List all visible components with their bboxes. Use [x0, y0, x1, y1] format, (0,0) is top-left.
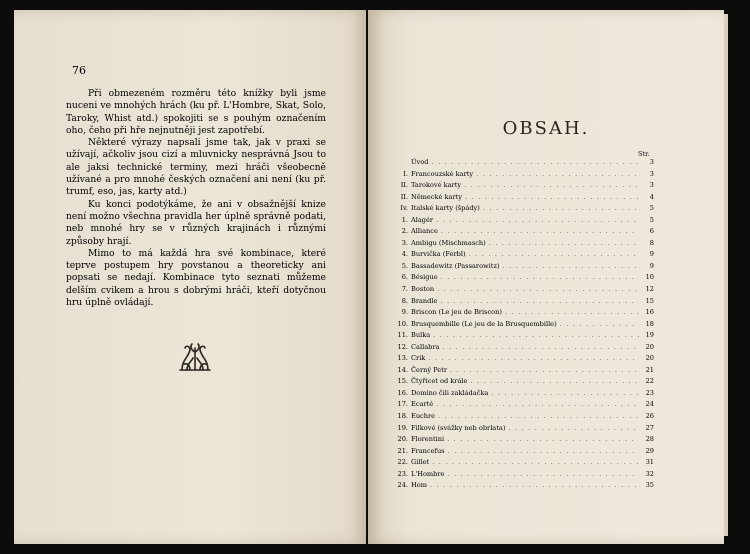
toc-entry: [386, 457, 654, 469]
toc-entry-page: 18: [645, 319, 654, 328]
toc-entry-page: 20: [645, 342, 654, 351]
toc-entry-title: Bésigue: [411, 273, 438, 282]
toc-entry-title: Filkové (svážky neb obrlata): [411, 423, 506, 432]
toc-entry: [386, 388, 654, 400]
toc-entry-page: 12: [645, 285, 654, 294]
toc-entry-title: Italské karty (špády): [411, 204, 480, 213]
toc-entry-title: Briscon (Le jeu de Briscon): [411, 308, 502, 317]
toc-entry-number: 7.: [401, 285, 408, 294]
body-text: [66, 88, 326, 309]
toc-entry: [386, 215, 654, 227]
toc-entry: [386, 203, 654, 215]
toc-leader-dots: [560, 319, 639, 331]
toc-entry-page: 10: [645, 273, 654, 282]
toc-entry-page: 15: [645, 296, 654, 305]
page-number: 76: [72, 64, 86, 77]
toc-entry-page: 19: [645, 331, 654, 340]
toc-entry-page: 27: [645, 423, 654, 432]
toc-entry-title: Euchre: [411, 412, 436, 421]
toc-entry-page: 21: [645, 365, 654, 374]
toc-entry-number: 6.: [401, 273, 408, 282]
toc-entry-title: Ambigu (Mischmasch): [411, 238, 486, 247]
toc-leader-dots: [441, 226, 639, 238]
toc-entry-title: Domino čili zakládačka: [411, 388, 489, 397]
toc-leader-dots: [491, 388, 639, 400]
toc-entry-number: II.: [400, 181, 408, 190]
toc-entry: [386, 434, 654, 446]
art-nouveau-ornament-icon: [178, 342, 212, 372]
toc-entry-page: 5: [649, 204, 654, 213]
toc-entry: [386, 169, 654, 181]
paragraph-4: Mimo to má každá hra své kombinace, které teprve postupem hry povstanou a theoreticky ani popsati se nedají. Kombinace tyto seznati můžeme delším cvikem a hrou s dobrými hráči, kteří dotyčnou hru úplně ovládají.: [66, 247, 326, 309]
toc-leader-dots: [469, 249, 639, 261]
toc-leader-dots: [428, 353, 639, 365]
toc-entry: [386, 307, 654, 319]
toc-entry-number: 18.: [397, 412, 408, 421]
paragraph-3: Ku konci podotýkáme, že ani v obsažnější knize není možno všechna pravidla her úplně správně podati, neb mnohé hry se v různých krajinách i různými způsoby hrají.: [66, 198, 326, 247]
toc-entry-page: 9: [649, 250, 654, 259]
toc-leader-dots: [433, 330, 639, 342]
toc-entry: [386, 480, 654, 492]
toc-entry: [386, 330, 654, 342]
toc-entry: [386, 284, 654, 296]
toc-entry-number: 17.: [397, 400, 408, 409]
toc-entry-number: 23.: [397, 469, 408, 478]
toc-entry: [386, 272, 654, 284]
toc-entry-title: Ecarté: [411, 400, 434, 409]
toc-leader-dots: [489, 238, 639, 250]
toc-leader-dots: [470, 376, 639, 388]
toc-entry: [386, 411, 654, 423]
toc-entry-title: Alagér: [411, 215, 434, 224]
toc-entry-page: 32: [645, 469, 654, 478]
toc-entry-page: 16: [645, 308, 654, 317]
toc-leader-dots: [450, 365, 639, 377]
toc-entry-title: Úvod: [411, 158, 429, 166]
toc-entry-number: 2.: [401, 227, 408, 236]
toc-entry-page: 5: [649, 215, 654, 224]
paragraph-1: Při obmezeném rozměru této knížky byli jsme nuceni ve mnohých hrách (ku př. L'Hombre, Skat, Solo, Taroky, Whist atd.) spokojiti se s pouhým označením oho, čeho při hře nejnutněji jest zapotřebí.: [66, 88, 326, 136]
toc-entry: [386, 353, 654, 365]
toc-leader-dots: [436, 399, 639, 411]
toc-title: OBSAH.: [502, 118, 590, 139]
toc-entry-title: Florentini: [411, 435, 445, 444]
toc-entry-title: Bulka: [411, 331, 431, 340]
toc-entry-page: 29: [645, 446, 654, 455]
toc-entry: [386, 238, 654, 250]
toc-leader-dots: [502, 261, 639, 273]
toc-entry: [386, 376, 654, 388]
toc-entry-title: Gillet: [411, 458, 430, 467]
toc-entry-page: 31: [645, 458, 654, 467]
toc-entry-number: II.: [400, 192, 408, 201]
toc-entry-number: 24.: [397, 481, 408, 490]
toc-leader-dots: [440, 296, 639, 308]
toc-entry-number: I.: [403, 169, 408, 178]
toc-entry-page: 20: [645, 354, 654, 363]
toc-leader-dots: [508, 423, 639, 435]
toc-entry-number: 1.: [401, 215, 408, 224]
toc-entry-title: Tarokové karty: [411, 181, 462, 190]
page-edge: [724, 14, 728, 536]
toc-entry-number: 22.: [397, 458, 408, 467]
toc-entry-title: Boston: [411, 285, 435, 294]
toc-entry-title: Alliance: [411, 227, 438, 236]
toc-entry-page: 6: [649, 227, 654, 236]
page-column-header: Str.: [638, 150, 650, 158]
toc-entry-number: 14.: [397, 365, 408, 374]
toc-entry: [386, 180, 654, 192]
toc-entry-number: 20.: [397, 435, 408, 444]
toc-entry-page: 9: [649, 261, 654, 270]
toc-leader-dots: [465, 192, 639, 204]
toc-entry-page: 35: [645, 481, 654, 490]
toc-entry-title: Německé karty: [411, 192, 462, 201]
toc-list: [386, 157, 654, 492]
toc-entry-title: Černý Petr: [411, 365, 448, 374]
toc-entry-page: 3: [649, 158, 654, 166]
toc-entry: [386, 249, 654, 261]
toc-leader-dots: [436, 215, 639, 227]
toc-entry-number: 15.: [397, 377, 408, 386]
toc-entry-title: Crik: [411, 354, 426, 363]
toc-entry-page: 26: [645, 412, 654, 421]
toc-entry-number: 10.: [397, 319, 408, 328]
toc-entry-number: 13.: [397, 354, 408, 363]
toc-leader-dots: [442, 342, 639, 354]
toc-entry-page: 3: [649, 169, 654, 178]
toc-leader-dots: [431, 157, 639, 169]
toc-entry-number: 12.: [397, 342, 408, 351]
toc-entry-page: 3: [649, 181, 654, 190]
toc-entry-number: 11.: [397, 331, 408, 340]
toc-leader-dots: [430, 480, 639, 492]
toc-entry-title: Čtyřicet od krále: [411, 377, 468, 386]
toc-entry-number: 16.: [397, 388, 408, 397]
toc-leader-dots: [447, 434, 639, 446]
toc-entry-number: 5.: [401, 261, 408, 270]
toc-entry-title: Callabra: [411, 342, 440, 351]
toc-entry-title: Francefus: [411, 446, 445, 455]
toc-entry-title: Hom: [411, 481, 427, 490]
toc-entry: [386, 192, 654, 204]
toc-leader-dots: [447, 469, 639, 481]
toc-entry-title: Burvička (Ferbl): [411, 250, 466, 259]
toc-entry-number: 4.: [401, 250, 408, 259]
toc-entry: [386, 157, 654, 169]
toc-entry-number: 3.: [401, 238, 408, 247]
toc-leader-dots: [505, 307, 639, 319]
toc-entry-number: 19.: [397, 423, 408, 432]
toc-entry-number: 8.: [401, 296, 408, 305]
toc-entry-title: Francouzské karty: [411, 169, 474, 178]
toc-entry: [386, 342, 654, 354]
toc-entry: [386, 446, 654, 458]
toc-entry: [386, 226, 654, 238]
toc-entry-number: Iv.: [400, 204, 408, 213]
toc-entry-page: 22: [645, 377, 654, 386]
toc-entry-page: 4: [649, 192, 654, 201]
toc-entry: [386, 399, 654, 411]
toc-leader-dots: [464, 180, 639, 192]
toc-leader-dots: [438, 411, 639, 423]
toc-leader-dots: [432, 457, 639, 469]
toc-entry-number: 9.: [401, 308, 408, 317]
toc-entry: [386, 469, 654, 481]
paragraph-2: Některé výrazy napsali jsme tak, jak v praxi se užívají, ačkoliv jsou cizí a mluvnicky nesprávná Jsou to ale jaksi technické terminy, mezi hráči všeobecně užívané a pro mnohé českých označení ani není (ku př. trumf, eso, jas, karty atd.): [66, 137, 326, 198]
toc-entry-number: 21.: [397, 446, 408, 455]
toc-entry-title: Brusquembille (Le jeu de la Brusquembille): [411, 319, 557, 328]
toc-entry: [386, 296, 654, 308]
toc-leader-dots: [483, 203, 639, 215]
toc-leader-dots: [437, 284, 639, 296]
toc-entry-title: Brandle: [411, 296, 438, 305]
toc-entry: [386, 261, 654, 273]
toc-entry-title: Bassadewitz (Passarowitz): [411, 261, 500, 270]
toc-leader-dots: [441, 272, 639, 284]
toc-entry: [386, 365, 654, 377]
toc-entry-page: 28: [645, 435, 654, 444]
toc-entry-page: 23: [645, 388, 654, 397]
toc-entry: [386, 319, 654, 331]
toc-entry: [386, 423, 654, 435]
toc-entry-title: L'Hombre: [411, 469, 445, 478]
toc-entry-page: 8: [649, 238, 654, 247]
toc-entry-page: 24: [645, 400, 654, 409]
toc-leader-dots: [476, 169, 639, 181]
toc-leader-dots: [448, 446, 639, 458]
